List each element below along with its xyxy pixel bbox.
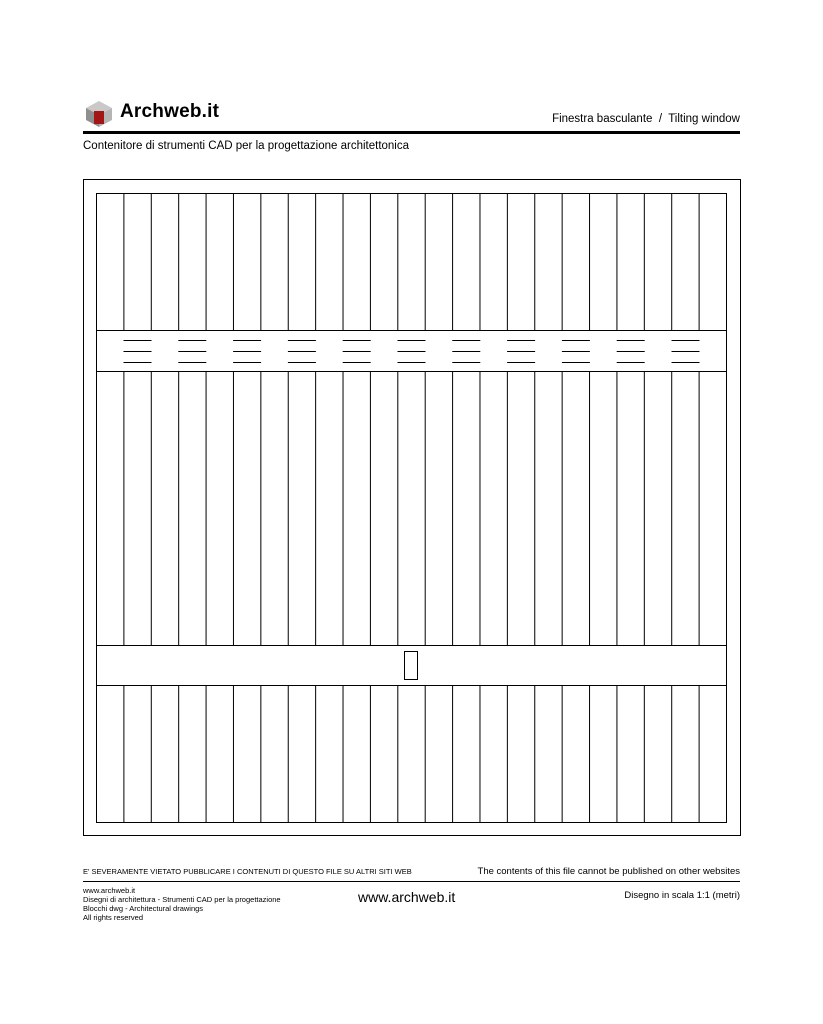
panel-divider-lines bbox=[124, 194, 699, 823]
brand-name: Archweb.it bbox=[120, 101, 220, 122]
page-subtitle: Contenitore di strumenti CAD per la progettazione architettonica bbox=[83, 140, 410, 152]
footer-divider bbox=[83, 881, 740, 882]
copyright-warning-en: The contents of this file cannot be published on other websites bbox=[477, 866, 740, 877]
ventilation-slots bbox=[124, 341, 700, 363]
door-leaf bbox=[97, 194, 727, 823]
copyright-warning-it: E' SEVERAMENTE VIETATO PUBBLICARE I CONTENUTI DI QUESTO FILE SU ALTRI SITI WEB bbox=[83, 867, 412, 876]
outer-frame bbox=[84, 180, 741, 836]
door-handle bbox=[405, 652, 418, 680]
footer-website: www.archweb.it bbox=[358, 889, 456, 905]
credit-line: All rights reserved bbox=[83, 913, 144, 922]
credit-line: www.archweb.it bbox=[83, 886, 136, 895]
credit-line: Blocchi dwg - Architectural drawings bbox=[83, 904, 204, 913]
sheet-title: Finestra basculante / Tilting window bbox=[552, 113, 740, 125]
credit-line: Disegni di architettura - Strumenti CAD per la progettazione bbox=[83, 895, 281, 904]
drawing-scale: Disegno in scala 1:1 (metri) bbox=[624, 890, 740, 901]
